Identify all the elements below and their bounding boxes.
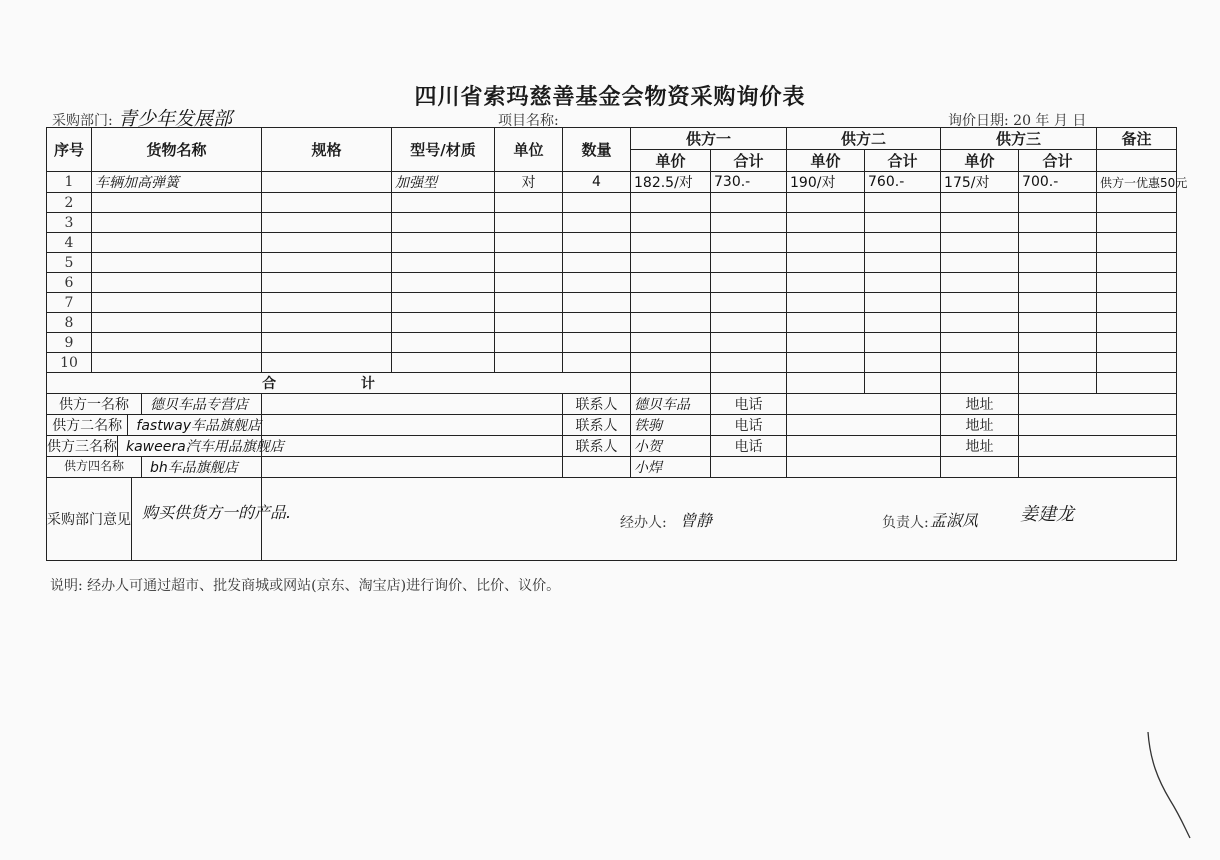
cell-remark	[1097, 293, 1177, 313]
header-remark-blank	[1097, 150, 1177, 172]
table-row	[47, 253, 1177, 273]
cell-p3	[941, 213, 1019, 233]
cell-spec	[262, 172, 392, 193]
table-row	[47, 193, 1177, 213]
row-number: 4	[47, 233, 92, 253]
form-title: 四川省索玛慈善基金会物资采购询价表	[414, 84, 806, 110]
cell-unit	[495, 353, 563, 373]
cell-t3	[1019, 273, 1097, 293]
cell-t2	[865, 233, 941, 253]
cell-qty	[563, 293, 631, 313]
project-label: 项目名称:	[498, 113, 559, 129]
phone-label: 电话	[711, 415, 787, 436]
leader-signature-1: 孟淑凤	[930, 511, 979, 530]
supplier-row	[47, 415, 1177, 436]
cell-spec	[262, 233, 392, 253]
supplier-row	[47, 394, 1177, 415]
cell-spec	[262, 353, 392, 373]
cell-name	[92, 213, 262, 233]
supplier-name-ext	[262, 415, 563, 436]
cell-spec	[262, 273, 392, 293]
header-seq: 序号	[47, 128, 92, 172]
supplier-row	[47, 457, 1177, 478]
cell-t1	[711, 293, 787, 313]
cell-p1	[631, 193, 711, 213]
cell-p1	[631, 313, 711, 333]
supplier-name-cell	[47, 394, 262, 415]
supplier-name: 德贝车品专营店	[150, 397, 248, 413]
table-row	[47, 233, 1177, 253]
cell-unit	[495, 193, 563, 213]
cell-p1	[631, 333, 711, 353]
handler-label: 经办人:	[620, 515, 667, 531]
supplier-name-cell	[47, 436, 284, 457]
cell-qty: 4	[563, 172, 631, 193]
sum-cell	[1097, 373, 1177, 394]
supplier-name-ext	[262, 457, 563, 478]
cell-p1	[631, 293, 711, 313]
supplier-name-cell	[47, 415, 262, 436]
phone-value	[787, 415, 941, 436]
table-row	[47, 293, 1177, 313]
cell-spec	[262, 193, 392, 213]
cell-p1	[631, 253, 711, 273]
contact-value: 德贝车品	[631, 394, 711, 415]
header-s2-total: 合计	[865, 150, 941, 172]
cell-name	[92, 353, 262, 373]
row-number: 3	[47, 213, 92, 233]
table-row	[47, 172, 1177, 193]
cell-t1	[711, 213, 787, 233]
header-s2-price: 单价	[787, 150, 865, 172]
cell-name	[92, 193, 262, 213]
cell-remark	[1097, 253, 1177, 273]
cell-t1	[711, 193, 787, 213]
contact-label: 联系人	[563, 394, 631, 415]
cell-qty	[563, 333, 631, 353]
cell-remark	[1097, 273, 1177, 293]
address-label: 地址	[941, 415, 1019, 436]
cell-spec	[262, 313, 392, 333]
cell-t2	[865, 253, 941, 273]
inquiry-table	[46, 127, 1188, 561]
cell-p2	[787, 313, 865, 333]
table-row	[47, 353, 1177, 373]
cell-model	[392, 293, 495, 313]
supplier-name: fastway车品旗舰店	[136, 418, 261, 434]
cell-t1	[711, 333, 787, 353]
cell-p1: 182.5/对	[631, 172, 711, 193]
address-value	[1019, 457, 1177, 478]
cell-unit	[495, 233, 563, 253]
cell-model	[392, 313, 495, 333]
cell-p3	[941, 313, 1019, 333]
cell-name	[92, 293, 262, 313]
cell-model	[392, 273, 495, 293]
address-label	[941, 457, 1019, 478]
cell-t2: 760.-	[865, 172, 941, 193]
cell-p1	[631, 353, 711, 373]
cell-p2	[787, 233, 865, 253]
cell-unit	[495, 253, 563, 273]
cell-p3	[941, 193, 1019, 213]
opinion-label: 采购部门意见	[47, 478, 132, 560]
row-number: 2	[47, 193, 92, 213]
cell-t3	[1019, 233, 1097, 253]
cell-name	[92, 273, 262, 293]
cell-p2	[787, 273, 865, 293]
cell-model: 加强型	[392, 172, 495, 193]
contact-label	[563, 457, 631, 478]
header-model: 型号/材质	[392, 128, 495, 172]
cell-unit	[495, 293, 563, 313]
cell-p3	[941, 333, 1019, 353]
address-value	[1019, 394, 1177, 415]
cell-qty	[563, 193, 631, 213]
cell-remark	[1097, 233, 1177, 253]
address-label: 地址	[941, 436, 1019, 457]
cell-t2	[865, 353, 941, 373]
cell-t3	[1019, 193, 1097, 213]
cell-name	[92, 313, 262, 333]
address-value	[1019, 436, 1177, 457]
header-unit: 单位	[495, 128, 563, 172]
cell-qty	[563, 253, 631, 273]
contact-label: 联系人	[563, 436, 631, 457]
header-remark: 备注	[1097, 128, 1177, 150]
phone-value	[787, 457, 941, 478]
header-name: 货物名称	[92, 128, 262, 172]
supplier-name-ext	[262, 436, 563, 457]
cell-t2	[865, 333, 941, 353]
cell-t1	[711, 233, 787, 253]
supplier-name-ext	[262, 394, 563, 415]
table-row	[47, 333, 1177, 353]
cell-spec	[262, 293, 392, 313]
cell-t1	[711, 353, 787, 373]
cell-p2	[787, 293, 865, 313]
cell-t2	[865, 213, 941, 233]
header-supplier3: 供方三	[941, 128, 1097, 150]
pen-stroke-mark	[1140, 730, 1200, 840]
supplier-label: 供方二名称	[47, 415, 128, 435]
phone-value	[787, 394, 941, 415]
cell-model	[392, 213, 495, 233]
cell-p3	[941, 253, 1019, 273]
supplier-label: 供方一名称	[47, 394, 142, 414]
cell-remark	[1097, 333, 1177, 353]
sum-label: 合 计	[47, 373, 631, 394]
opinion-row	[47, 478, 292, 561]
header-s3-total: 合计	[1019, 150, 1097, 172]
row-number: 5	[47, 253, 92, 273]
cell-t3	[1019, 253, 1097, 273]
footnote: 说明: 经办人可通过超市、批发商城或网站(京东、淘宝店)进行询价、比价、议价。	[50, 578, 561, 594]
cell-qty	[563, 213, 631, 233]
cell-name	[92, 233, 262, 253]
cell-p2	[787, 213, 865, 233]
cell-model	[392, 333, 495, 353]
header-supplier2: 供方二	[787, 128, 941, 150]
dept-label: 采购部门:	[52, 113, 113, 129]
cell-t2	[865, 293, 941, 313]
sum-cell	[865, 373, 941, 394]
cell-t3	[1019, 313, 1097, 333]
sum-cell	[1019, 373, 1097, 394]
cell-t3	[1019, 213, 1097, 233]
handler-signature: 曾静	[680, 511, 713, 530]
cell-t1	[711, 253, 787, 273]
cell-t3	[1019, 333, 1097, 353]
header-s1-price: 单价	[631, 150, 711, 172]
cell-p3	[941, 293, 1019, 313]
cell-p3: 175/对	[941, 172, 1019, 193]
cell-t3: 700.-	[1019, 172, 1097, 193]
supplier-name-cell	[47, 457, 262, 478]
cell-model	[392, 353, 495, 373]
cell-qty	[563, 313, 631, 333]
cell-p2: 190/对	[787, 172, 865, 193]
cell-spec	[262, 253, 392, 273]
table-row	[47, 313, 1177, 333]
cell-unit: 对	[495, 172, 563, 193]
sum-cell	[631, 373, 711, 394]
date-label: 询价日期: 20 年 月 日	[948, 113, 1087, 129]
header-s1-total: 合计	[711, 150, 787, 172]
sum-cell	[711, 373, 787, 394]
phone-value	[787, 436, 941, 457]
header-qty: 数量	[563, 128, 631, 172]
supplier-name: bh车品旗舰店	[150, 460, 238, 476]
cell-qty	[563, 233, 631, 253]
cell-unit	[495, 313, 563, 333]
cell-remark	[1097, 193, 1177, 213]
dept-value: 青少年发展部	[118, 108, 233, 130]
cell-model	[392, 233, 495, 253]
opinion-sign-area	[262, 478, 1177, 561]
row-number: 7	[47, 293, 92, 313]
cell-remark: 供方一优惠50元	[1097, 172, 1177, 193]
header-spec: 规格	[262, 128, 392, 172]
cell-p2	[787, 333, 865, 353]
cell-unit	[495, 333, 563, 353]
cell-remark	[1097, 353, 1177, 373]
sum-cell	[787, 373, 865, 394]
cell-p3	[941, 233, 1019, 253]
cell-unit	[495, 213, 563, 233]
cell-spec	[262, 333, 392, 353]
cell-model	[392, 193, 495, 213]
cell-t2	[865, 193, 941, 213]
contact-value: 小贺	[631, 436, 711, 457]
cell-name	[92, 333, 262, 353]
cell-remark	[1097, 213, 1177, 233]
sum-cell	[941, 373, 1019, 394]
cell-name: 车辆加高弹簧	[92, 172, 262, 193]
row-number: 8	[47, 313, 92, 333]
row-number: 6	[47, 273, 92, 293]
cell-p2	[787, 253, 865, 273]
cell-qty	[563, 353, 631, 373]
contact-label: 联系人	[563, 415, 631, 436]
header-s3-price: 单价	[941, 150, 1019, 172]
address-value	[1019, 415, 1177, 436]
phone-label: 电话	[711, 436, 787, 457]
address-label: 地址	[941, 394, 1019, 415]
cell-p2	[787, 353, 865, 373]
phone-label: 电话	[711, 394, 787, 415]
cell-remark	[1097, 313, 1177, 333]
cell-p3	[941, 353, 1019, 373]
supplier-name: kaweera汽车用品旗舰店	[126, 439, 284, 455]
cell-p1	[631, 273, 711, 293]
row-number: 9	[47, 333, 92, 353]
cell-t1	[711, 313, 787, 333]
cell-qty	[563, 273, 631, 293]
cell-model	[392, 253, 495, 273]
header-supplier1: 供方一	[631, 128, 787, 150]
contact-value: 铁驹	[631, 415, 711, 436]
supplier-label: 供方三名称	[47, 436, 118, 456]
cell-t2	[865, 313, 941, 333]
leader-label: 负责人:	[882, 515, 929, 531]
table-row	[47, 273, 1177, 293]
table-row	[47, 213, 1177, 233]
cell-unit	[495, 273, 563, 293]
cell-t3	[1019, 293, 1097, 313]
leader-signature-2: 姜建龙	[1020, 504, 1074, 525]
cell-name	[92, 253, 262, 273]
cell-t3	[1019, 353, 1097, 373]
phone-label	[711, 457, 787, 478]
cell-p3	[941, 273, 1019, 293]
cell-p1	[631, 213, 711, 233]
opinion-text: 购买供货方一的产品.	[142, 503, 292, 522]
cell-spec	[262, 213, 392, 233]
cell-p2	[787, 193, 865, 213]
supplier-row	[47, 436, 1177, 457]
row-number: 10	[47, 353, 92, 373]
cell-t1	[711, 273, 787, 293]
row-number: 1	[47, 172, 92, 193]
cell-t1: 730.-	[711, 172, 787, 193]
supplier-label: 供方四名称	[47, 457, 142, 477]
contact-value: 小焊	[631, 457, 711, 478]
cell-t2	[865, 273, 941, 293]
cell-p1	[631, 233, 711, 253]
